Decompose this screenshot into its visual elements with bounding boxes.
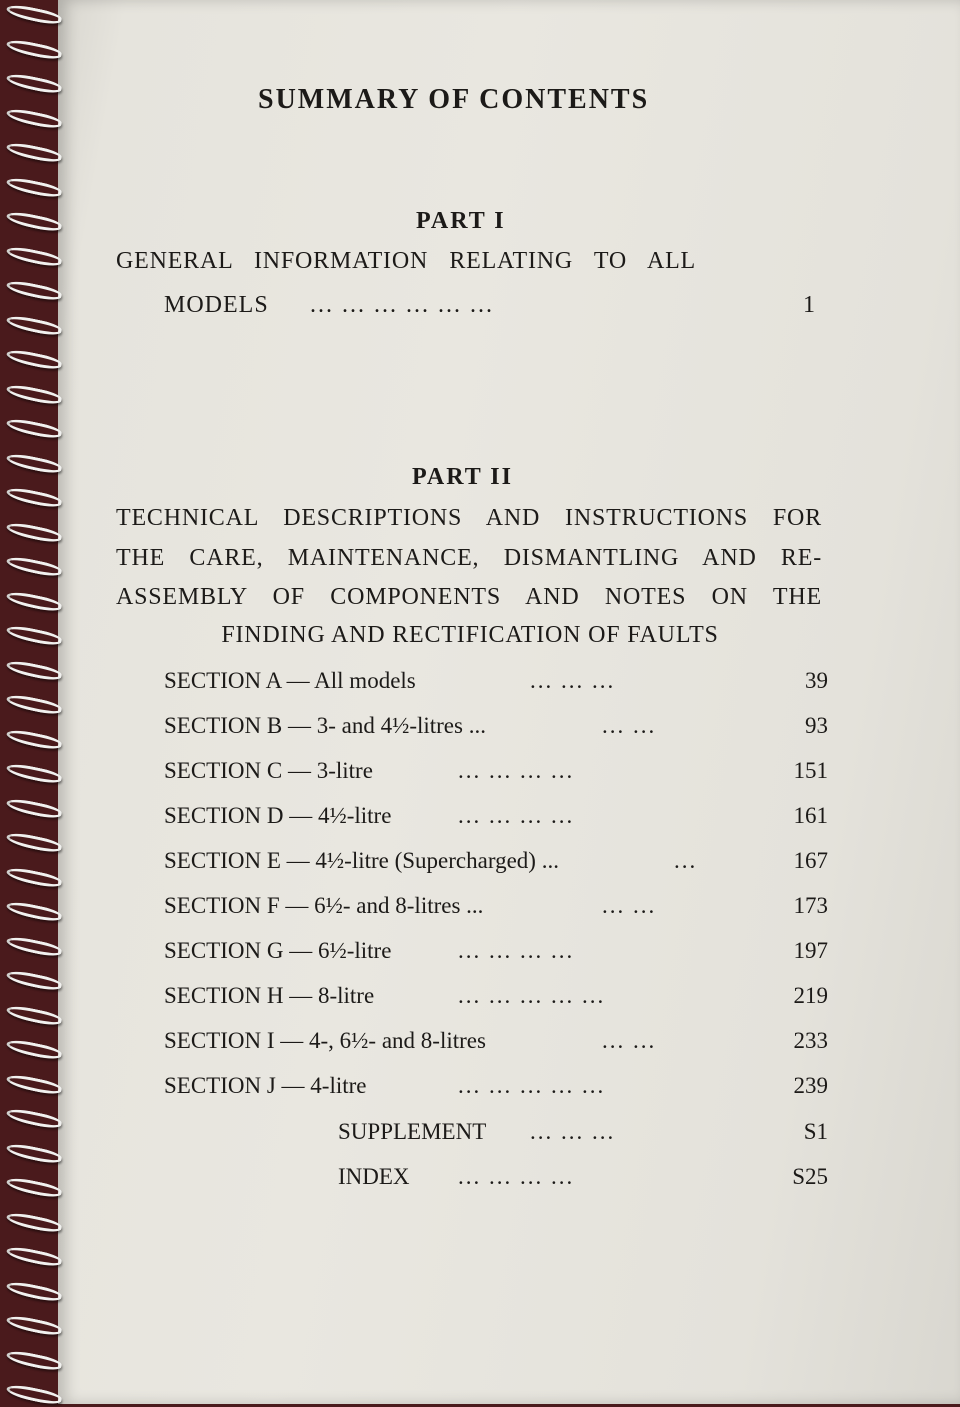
toc-entry-label: SECTION I — 4-, 6½- and 8-litres: [164, 1028, 486, 1053]
toc-entry-page: 161: [793, 803, 828, 828]
toc-entry-page: 167: [793, 848, 828, 873]
toc-entry: [164, 938, 828, 968]
part-1-entry-page: 1: [803, 292, 816, 318]
toc-entry-label: SECTION H — 8-litre: [164, 983, 375, 1008]
toc-entry: [164, 1073, 828, 1103]
part-1-description: GENERAL INFORMATION RELATING TO ALL: [116, 248, 696, 274]
toc-entry-label: SECTION J — 4-litre: [164, 1073, 367, 1098]
toc-entry-label: SECTION C — 3-litre: [164, 758, 373, 783]
toc-entry-label: SECTION B — 3- and 4½-litres ...: [164, 713, 486, 738]
toc-entry-page: S1: [803, 1119, 828, 1144]
part-2-description-line: FINDING AND RECTIFICATION OF FAULTS: [221, 622, 719, 648]
toc-entry-page: 197: [793, 938, 828, 963]
toc-entry-page: S25: [792, 1164, 828, 1189]
toc-entry-page: 219: [793, 983, 828, 1008]
toc-entry-dots: ... ... ...: [530, 1119, 616, 1144]
part-1-heading: PART I: [416, 208, 506, 234]
toc-entry-label: SECTION F — 6½- and 8-litres ...: [164, 893, 484, 918]
toc-entry-dots: ... ...: [602, 893, 657, 918]
toc-entry: [164, 668, 828, 698]
toc-entry-label: SECTION G — 6½-litre: [164, 938, 392, 963]
part-2-description-line: TECHNICAL DESCRIPTIONS AND INSTRUCTIONS FOR: [116, 505, 822, 531]
toc-entry: [164, 1028, 828, 1058]
toc-entry-dots: ... ... ...: [530, 668, 616, 693]
toc-entry-dots: ... ... ... ... ...: [458, 1073, 606, 1098]
toc-entry: [164, 803, 828, 833]
toc-entry-dots: ... ...: [602, 1028, 657, 1053]
toc-entry-label: SECTION A — All models: [164, 668, 416, 693]
toc-entry-dots: ... ... ... ... ...: [458, 983, 606, 1008]
toc-entry-dots: ... ... ... ...: [458, 803, 575, 828]
toc-entry-dots: ... ... ... ...: [458, 758, 575, 783]
toc-entry-dots: ...: [674, 848, 698, 873]
toc-entry-page: 173: [793, 893, 828, 918]
toc-entry: [164, 983, 828, 1013]
part-2-heading: PART II: [412, 464, 513, 490]
part-1-entry-label: MODELS: [164, 292, 269, 318]
part-2-description-line: ASSEMBLY OF COMPONENTS AND NOTES ON THE: [116, 584, 822, 610]
toc-entry-page: 151: [793, 758, 828, 783]
toc-entry-dots: ... ... ... ...: [458, 938, 575, 963]
toc-entry-page: 93: [805, 713, 828, 738]
page-title: SUMMARY OF CONTENTS: [258, 84, 650, 115]
toc-entry: [164, 713, 828, 743]
toc-entry-page: 233: [793, 1028, 828, 1053]
toc-entry: [164, 893, 828, 923]
part-2-description-line: THE CARE, MAINTENANCE, DISMANTLING AND RE-: [116, 545, 822, 571]
toc-entry: [164, 848, 828, 878]
toc-entry: [164, 758, 828, 788]
toc-entry: [338, 1164, 828, 1194]
toc-entry-label: INDEX: [338, 1164, 410, 1189]
toc-entry-dots: ... ...: [602, 713, 657, 738]
toc-entry-label: SECTION D — 4½-litre: [164, 803, 392, 828]
toc-entry-page: 239: [793, 1073, 828, 1098]
toc-entry-page: 39: [805, 668, 828, 693]
toc-entry-dots: ... ... ... ...: [458, 1164, 575, 1189]
part-1-entry-dots: ... ... ... ... ... ...: [310, 292, 494, 318]
part-1-entry: [164, 292, 816, 322]
toc-entry-label: SECTION E — 4½-litre (Supercharged) ...: [164, 848, 559, 873]
toc-entry-label: SUPPLEMENT: [338, 1119, 487, 1144]
toc-entry: [338, 1119, 828, 1149]
